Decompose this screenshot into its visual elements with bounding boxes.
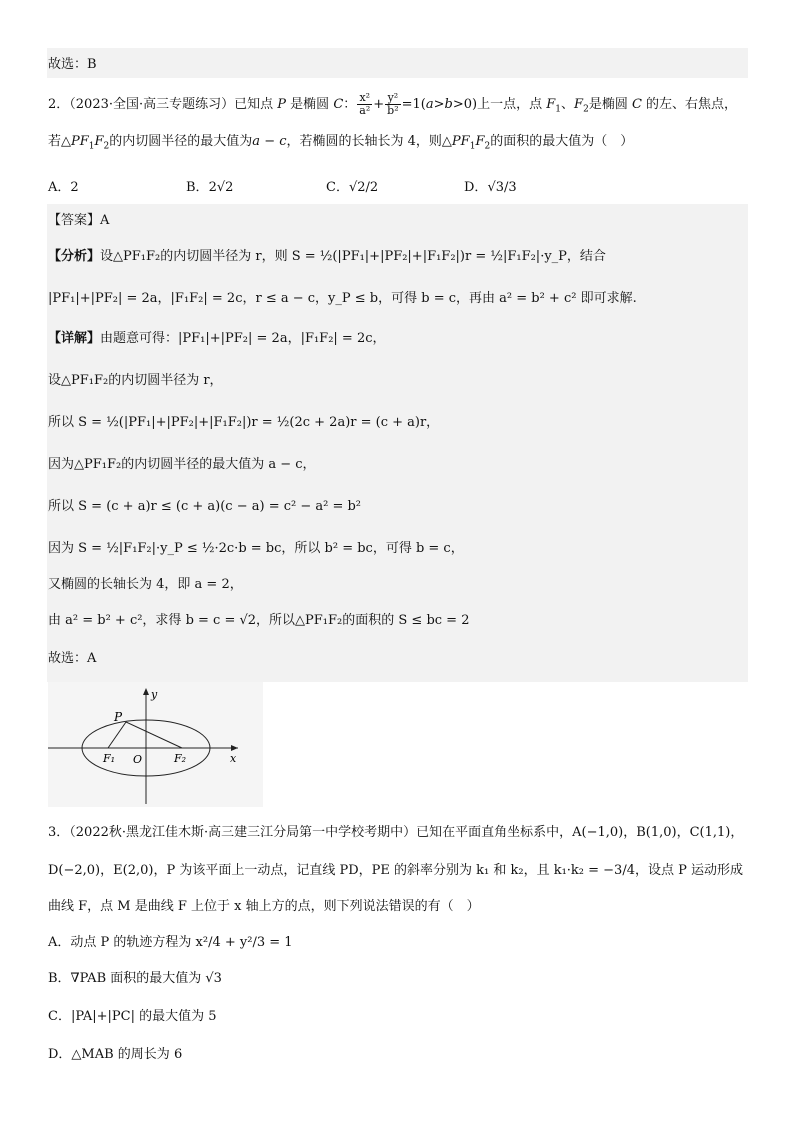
q3-option-b: B．∇PAB 面积的最大值为 √3 bbox=[48, 971, 222, 986]
detail-line6: 因为 S = ½|F₁F₂|·y_P ≤ ½·2c·b = bc，所以 b² = bc，可得 b = c， bbox=[48, 541, 464, 556]
analysis-label: 【分析】 bbox=[48, 249, 101, 264]
q3-option-a: A．动点 P 的轨迹方程为 x²/4 + y²/3 = 1 bbox=[48, 935, 293, 950]
analysis-line2: |PF₁|+|PF₂| = 2a，|F₁F₂| = 2c，r ≤ a − c，y_P ≤ b，可得 b = c，再由 a² = b² + c² 即可求解. bbox=[48, 291, 637, 306]
detail-line4: 因为△PF₁F₂的内切圆半径的最大值为 a − c， bbox=[48, 457, 316, 472]
q2-l2d: 的面积的最大值为（ ） bbox=[490, 134, 634, 149]
conclusion: 故选：A bbox=[48, 651, 97, 666]
label-x: x bbox=[230, 752, 237, 765]
q2-l2a: 若△ bbox=[48, 134, 71, 149]
prev-answer-band bbox=[47, 48, 748, 78]
q2-mid: 是椭圆 bbox=[290, 97, 330, 112]
label-f1: F₁ bbox=[103, 752, 116, 765]
label-p: P bbox=[114, 710, 123, 724]
detail-line3: 所以 S = ½(|PF₁|+|PF₂|+|F₁F₂|)r = ½(2c + 2a)r = (c + a)r， bbox=[48, 415, 440, 430]
q2-l2c: ，若椭圆的长轴长为 4，则△ bbox=[286, 134, 452, 149]
q2-option-a: A．2 bbox=[48, 180, 79, 195]
q3-line2: D(−2,0)，E(2,0)，P 为该平面上一动点，记直线 PD，PE 的斜率分别为 k₁ 和 k₂，且 k₁·k₂ = −3/4，设点 P 运动形成 bbox=[48, 863, 743, 878]
x-axis-arrow bbox=[231, 745, 238, 751]
label-y: y bbox=[151, 688, 158, 701]
q2-end2: 的左、右焦点， bbox=[646, 97, 738, 112]
detail-line7: 又椭圆的长轴长为 4，即 a = 2， bbox=[48, 577, 243, 592]
detail-line2: 设△PF₁F₂的内切圆半径为 r， bbox=[48, 373, 223, 388]
solution-band bbox=[47, 204, 748, 682]
q2-l2b: 的内切圆半径的最大值为 bbox=[109, 134, 253, 149]
q2-frac-y: $\frac{\text{y²}}{\text{b²}}$ bbox=[387, 91, 399, 117]
label-f2: F₂ bbox=[174, 752, 187, 765]
q3-line1: 3．（2022秋·黑龙江佳木斯·高三建三江分局第一中学校考期中）已知在平面直角坐标系中，A(−1,0)，B(1,0)，C(1,1)， bbox=[48, 825, 744, 840]
q2-end: 是椭圆 bbox=[588, 97, 628, 112]
segment-pf1 bbox=[108, 722, 126, 748]
detail-line1: 【详解】由题意可得：|PF₁|+|PF₂| = 2a，|F₁F₂| = 2c， bbox=[48, 331, 386, 346]
q2-option-b: B．2√2 bbox=[186, 180, 234, 195]
q3-option-c: C．|PA|+|PC| 的最大值为 5 bbox=[48, 1009, 217, 1024]
detail-line5: 所以 S = (c + a)r ≤ (c + a)(c − a) = c² − a² = b² bbox=[48, 499, 362, 514]
q2-cond: 上一点，点 bbox=[477, 97, 543, 112]
answer-line: 【答案】A bbox=[48, 213, 110, 228]
y-axis-arrow bbox=[143, 688, 149, 695]
q2-option-d: D．√3/3 bbox=[464, 180, 517, 195]
ellipse-diagram bbox=[48, 682, 263, 807]
detail-label: 【详解】 bbox=[48, 331, 101, 346]
analysis-line1: 【分析】设△PF₁F₂的内切圆半径为 r，则 S = ½(|PF₁|+|PF₂|+|F₁F₂|)r = ½|F₁F₂|·y_P，结合 bbox=[48, 249, 606, 264]
label-o: O bbox=[133, 753, 143, 766]
q2-option-c: C．√2/2 bbox=[326, 180, 379, 195]
q3-option-d: D．△MAB 的周长为 6 bbox=[48, 1047, 183, 1062]
prev-answer: 故选：B bbox=[48, 57, 97, 72]
q3-line3: 曲线 F，点 M 是曲线 F 上位于 x 轴上方的点，则下列说法错误的有（ ） bbox=[48, 899, 480, 914]
ellipse-figure bbox=[48, 682, 263, 807]
q2-source: 2．（2023·全国·高三专题练习）已知点 bbox=[48, 97, 274, 112]
detail-line8: 由 a² = b² + c²，求得 b = c = √2，所以△PF₁F₂的面积的 S ≤ bc = 2 bbox=[48, 613, 470, 628]
q2-line1: 2．（2023·全国·高三专题练习）已知点 P 是椭圆 C： $\frac{\text{x²}}{\text{a²}}$ + $\frac{\text{y²}}{\text{b²}}$ =1(a>b>0)上一点，点 $F_1$、$F_2$是椭圆 C 的左、右焦点， bbox=[48, 91, 738, 117]
q2-line2: 若$\triangle PF_1F_2$的内切圆半径的最大值为a − c，若椭圆的长轴长为 4，则$\triangle PF_1F_2$的面积的最大值为（ ） bbox=[48, 134, 634, 152]
q2-frac-x: $\frac{\text{x²}}{\text{a²}}$ bbox=[359, 91, 371, 117]
segment-pf2 bbox=[126, 722, 182, 748]
